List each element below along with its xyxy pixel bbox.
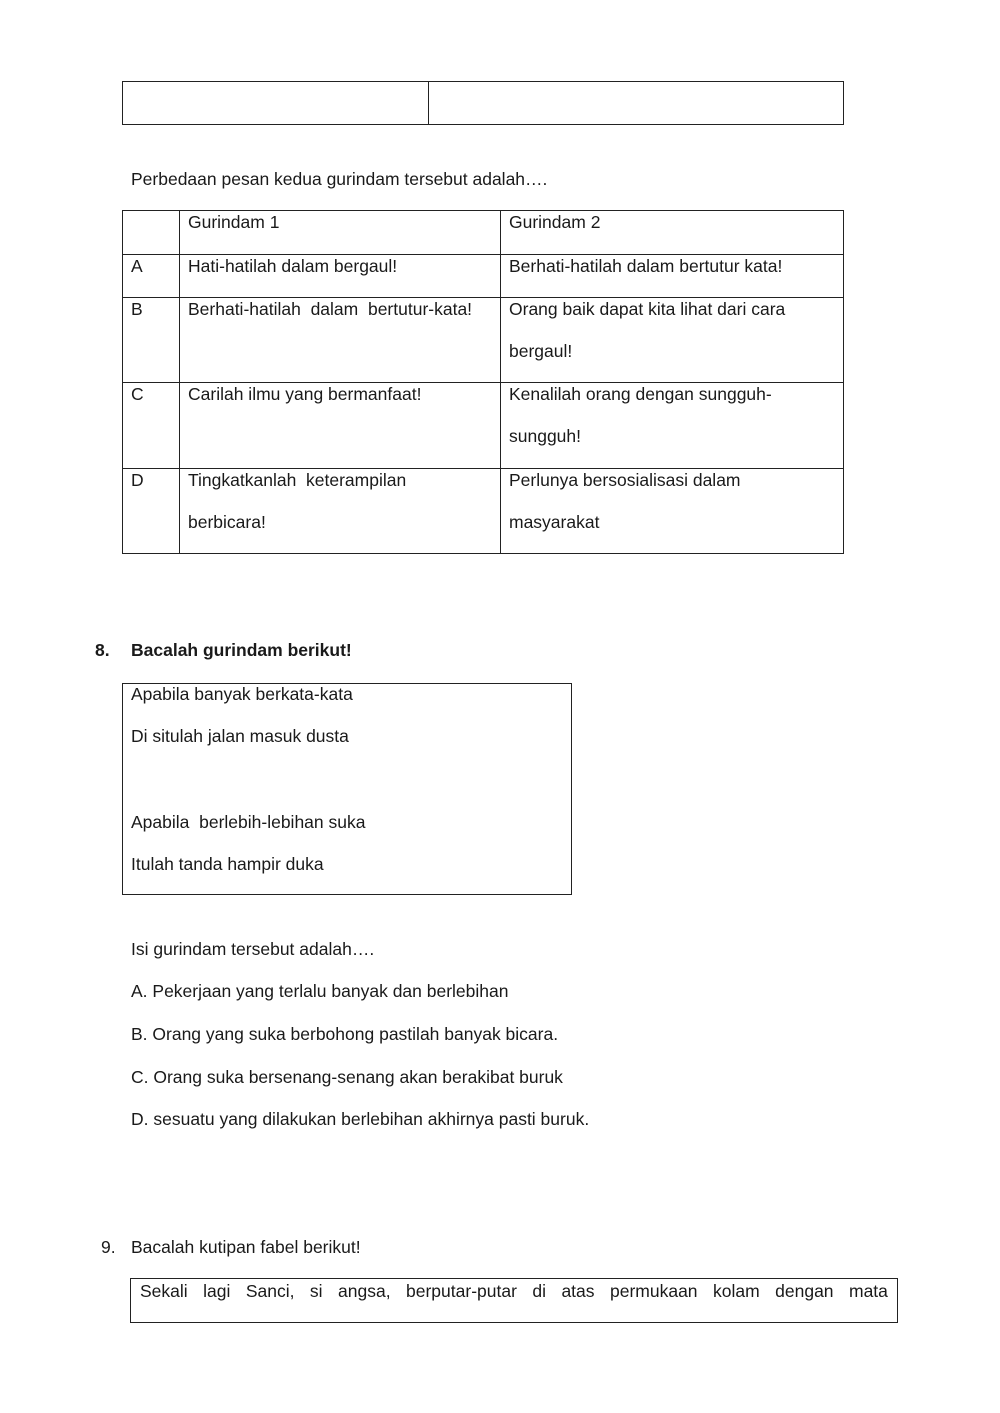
fabel-excerpt-box [130,1278,898,1323]
excerpt-word: dengan [775,1281,834,1301]
cell-line: Tingkatkanlah keterampilan [188,470,407,490]
cell-line: Berhati-hatilah dalam bertutur-kata! [188,299,473,319]
excerpt-word: Sekali [140,1281,188,1301]
gurindam-box [122,683,572,895]
table-cell-gurindam-2 [509,469,741,533]
poem-line: Itulah tanda hampir duka [131,854,324,874]
question-8-number: 8. [95,640,110,660]
table-cell-gurindam-1 [188,255,397,277]
cell-line: masyarakat [509,512,600,532]
table-header-gurindam-1: Gurindam 1 [188,212,280,232]
cell-line: berbicara! [188,512,266,532]
poem-line: Apabila berlebih-lebihan suka [131,812,366,832]
answer-option-a[interactable]: A. Pekerjaan yang terlalu banyak dan berlebihan [131,981,509,1001]
answer-option-c[interactable]: C. Orang suka bersenang-senang akan berakibat buruk [131,1067,563,1087]
table-cell-gurindam-2 [509,298,785,362]
question-9-number: 9. [101,1237,116,1257]
answer-option-d[interactable]: D. sesuatu yang dilakukan berlebihan akhirnya pasti buruk. [131,1109,590,1129]
excerpt-word: angsa, [338,1281,391,1301]
poem-line: Apabila banyak berkata-kata [131,684,353,704]
cell-line: Orang baik dapat kita lihat dari cara [509,299,786,319]
excerpt-word: Sanci, [245,1281,295,1301]
cell-line: Hati-hatilah dalam bergaul! [188,256,398,276]
excerpt-word: di [532,1281,546,1301]
table-row-letter: D [131,470,144,490]
comparison-table [122,210,844,554]
cell-line: Berhati-hatilah dalam bertutur kata! [509,256,783,276]
answer-option-b[interactable]: B. Orang yang suka berbohong pastilah banyak bicara. [131,1024,559,1044]
question-7-prompt: Perbedaan pesan kedua gurindam tersebut adalah…. [131,169,548,189]
question-8-heading: Bacalah gurindam berikut! [131,640,352,660]
table-cell-gurindam-1 [188,469,406,533]
table-cell-gurindam-1 [188,383,421,405]
excerpt-word: kolam [713,1281,760,1301]
excerpt-word: si [309,1281,323,1301]
table-cell-gurindam-2 [509,383,772,447]
cell-line: sungguh! [509,426,582,446]
fabel-excerpt-text [140,1280,888,1302]
table-header-gurindam-2: Gurindam 2 [509,212,601,232]
question-8-prompt: Isi gurindam tersebut adalah…. [131,939,375,959]
excerpt-word: permukaan [609,1281,698,1301]
excerpt-word: atas [561,1281,595,1301]
excerpt-word: berputar-putar [406,1281,517,1301]
table-column-divider [428,82,429,124]
cell-line: Kenalilah orang dengan sungguh- [509,384,772,404]
table-row-letter: C [131,384,144,404]
table-cell-gurindam-1 [188,298,472,320]
excerpt-word: lagi [203,1281,231,1301]
empty-answer-table [122,81,844,125]
poem-line: Di situlah jalan masuk dusta [131,726,349,746]
table-cell-gurindam-2 [509,255,782,277]
cell-line: Carilah ilmu yang bermanfaat! [188,384,422,404]
table-row-letter: B [131,299,143,319]
cell-line: Perlunya bersosialisasi dalam [509,470,741,490]
question-9-heading: Bacalah kutipan fabel berikut! [131,1237,361,1257]
cell-line: bergaul! [509,341,573,361]
table-row-letter: A [131,256,143,276]
excerpt-word: mata [849,1281,888,1301]
